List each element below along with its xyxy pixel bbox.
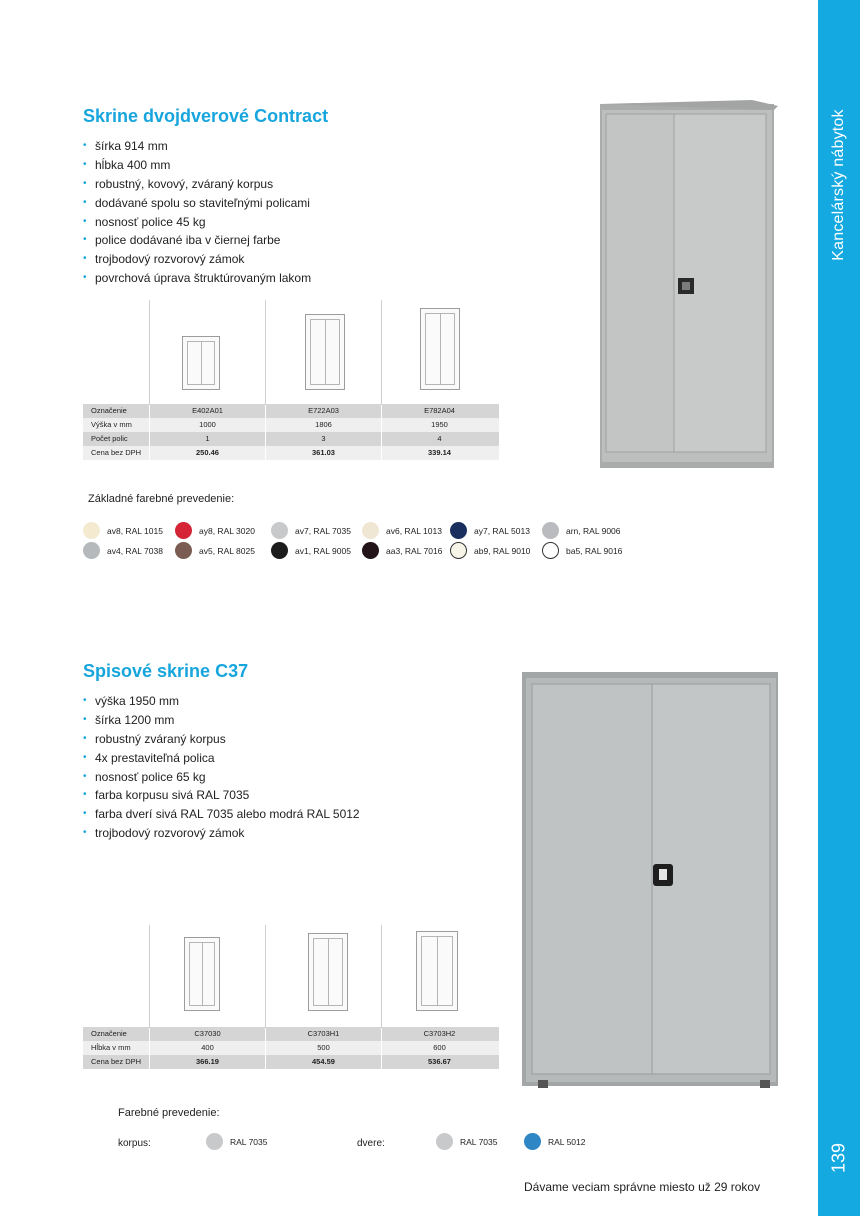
feature-item: • farba korpusu sivá RAL 7035 bbox=[83, 786, 360, 805]
color-swatch-label: av7, RAL 7035 bbox=[295, 525, 351, 536]
table-cell: 361.03 bbox=[265, 446, 381, 460]
color-swatch-label: aa3, RAL 7016 bbox=[386, 545, 443, 556]
korpus-swatch-label: RAL 7035 bbox=[230, 1136, 268, 1147]
color-swatch-label: av8, RAL 1015 bbox=[107, 525, 163, 536]
color-swatch bbox=[362, 522, 442, 539]
dvere-swatch-2 bbox=[524, 1133, 586, 1150]
feature-item: • robustný, kovový, zváraný korpus bbox=[83, 175, 311, 194]
table-row bbox=[83, 1041, 499, 1055]
color-swatch-label: av4, RAL 7038 bbox=[107, 545, 163, 556]
table-row-label: Výška v mm bbox=[91, 420, 132, 429]
product2-photo bbox=[520, 668, 782, 1090]
section-title-text: Kancelárský nábytok bbox=[830, 109, 847, 261]
color-swatch-label: av6, RAL 1013 bbox=[386, 525, 442, 536]
dvere-label: dvere: bbox=[357, 1138, 385, 1149]
product1-title: Skrine dvojdverové Contract bbox=[83, 106, 329, 126]
table-cell: 454.59 bbox=[265, 1055, 381, 1069]
color-swatch-dot bbox=[83, 522, 100, 539]
color-swatch bbox=[271, 522, 351, 539]
feature-item: • nosnosť police 45 kg bbox=[83, 213, 311, 232]
color-swatch-dot bbox=[175, 522, 192, 539]
table-row bbox=[83, 432, 499, 446]
color-swatch-dot bbox=[542, 542, 559, 559]
color-swatch-label: av5, RAL 8025 bbox=[199, 545, 255, 556]
table-row-label: Počet polic bbox=[91, 434, 128, 443]
feature-item: • robustný zváraný korpus bbox=[83, 730, 360, 749]
color-swatch bbox=[83, 522, 163, 539]
table-row-label: Cena bez DPH bbox=[91, 1057, 142, 1066]
section-title bbox=[818, 95, 860, 275]
color-swatch-label: ay8, RAL 3020 bbox=[199, 525, 255, 536]
feature-item: • povrchová úprava štruktúrovaným lakom bbox=[83, 269, 311, 288]
product1-variant-1-image bbox=[149, 300, 265, 405]
page-number bbox=[818, 1138, 860, 1178]
color-swatch bbox=[450, 542, 530, 559]
table-cell: 366.19 bbox=[149, 1055, 265, 1069]
product1-colors-label: Základné farebné prevedenie: bbox=[88, 493, 235, 505]
dvere-swatch-1 bbox=[436, 1133, 498, 1150]
korpus-swatch-dot bbox=[206, 1133, 223, 1150]
color-swatch bbox=[271, 542, 351, 559]
product2-variant-3-image bbox=[381, 925, 497, 1028]
feature-item: • nosnosť police 65 kg bbox=[83, 768, 360, 787]
feature-item: • trojbodový rozvorový zámok bbox=[83, 250, 311, 269]
product1-features bbox=[83, 137, 311, 288]
table-cell: 536.67 bbox=[381, 1055, 497, 1069]
color-swatch bbox=[362, 542, 442, 559]
product2-variant-1-image bbox=[149, 925, 265, 1028]
color-swatch-dot bbox=[362, 522, 379, 539]
table-cell: C3703H2 bbox=[381, 1027, 497, 1041]
table-cell: C3703H1 bbox=[265, 1027, 381, 1041]
table-row bbox=[83, 1055, 499, 1069]
product1-variant-3-image bbox=[381, 300, 497, 405]
page-number-text: 139 bbox=[828, 1142, 849, 1174]
color-swatch-label: av1, RAL 9005 bbox=[295, 545, 351, 556]
feature-item: • 4x prestaviteľná polica bbox=[83, 749, 360, 768]
color-swatch bbox=[175, 542, 255, 559]
color-swatch-dot bbox=[83, 542, 100, 559]
feature-item: • hĺbka 400 mm bbox=[83, 156, 311, 175]
table-row-label: Hĺbka v mm bbox=[91, 1043, 131, 1052]
feature-item: • trojbodový rozvorový zámok bbox=[83, 824, 360, 843]
color-swatch-dot bbox=[542, 522, 559, 539]
color-swatch bbox=[542, 522, 621, 539]
korpus-swatch bbox=[206, 1133, 268, 1150]
table-cell: 400 bbox=[149, 1041, 265, 1055]
table-cell: 1 bbox=[149, 432, 265, 446]
product1-table bbox=[83, 300, 499, 460]
table-cell: E402A01 bbox=[149, 404, 265, 418]
product2-variant-2-image bbox=[265, 925, 381, 1028]
color-swatch-dot bbox=[362, 542, 379, 559]
table-cell: 500 bbox=[265, 1041, 381, 1055]
table-row-label: Cena bez DPH bbox=[91, 448, 142, 457]
color-swatch-dot bbox=[450, 542, 467, 559]
feature-item: • dodávané spolu so staviteľnými policami bbox=[83, 194, 311, 213]
feature-item: • výška 1950 mm bbox=[83, 692, 360, 711]
table-cell: 4 bbox=[381, 432, 497, 446]
table-row bbox=[83, 446, 499, 460]
korpus-label: korpus: bbox=[118, 1138, 151, 1149]
table-cell: 250.46 bbox=[149, 446, 265, 460]
color-swatch-label: ab9, RAL 9010 bbox=[474, 545, 531, 556]
table-cell: E782A04 bbox=[381, 404, 497, 418]
feature-item: • police dodávané iba v čiernej farbe bbox=[83, 231, 311, 250]
table-cell: 600 bbox=[381, 1041, 497, 1055]
product2-title: Spisové skrine C37 bbox=[83, 661, 249, 681]
table-row bbox=[83, 418, 499, 432]
table-cell: 3 bbox=[265, 432, 381, 446]
color-swatch bbox=[450, 522, 530, 539]
color-swatch-dot bbox=[271, 522, 288, 539]
table-cell: 339.14 bbox=[381, 446, 497, 460]
color-swatch-label: ba5, RAL 9016 bbox=[566, 545, 623, 556]
table-cell: E722A03 bbox=[265, 404, 381, 418]
product1-variant-2-image bbox=[265, 300, 381, 405]
table-row bbox=[83, 404, 499, 418]
color-swatch-label: arn, RAL 9006 bbox=[566, 525, 621, 536]
feature-item: • farba dverí sivá RAL 7035 alebo modrá RAL 5012 bbox=[83, 805, 360, 824]
color-swatch bbox=[542, 542, 622, 559]
color-swatch bbox=[175, 522, 255, 539]
table-cell: 1806 bbox=[265, 418, 381, 432]
color-swatch-dot bbox=[175, 542, 192, 559]
product1-photo bbox=[598, 100, 780, 470]
color-swatch-dot bbox=[271, 542, 288, 559]
section-sidebar bbox=[818, 0, 860, 1216]
tagline: Dávame veciam správne miesto už 29 rokov bbox=[524, 1180, 761, 1194]
table-cell: C37030 bbox=[149, 1027, 265, 1041]
product2-colors-label: Farebné prevedenie: bbox=[118, 1107, 220, 1119]
color-swatch-dot bbox=[450, 522, 467, 539]
product2-features bbox=[83, 692, 360, 843]
feature-item: • šírka 1200 mm bbox=[83, 711, 360, 730]
dvere-swatch-1-dot bbox=[436, 1133, 453, 1150]
table-cell: 1950 bbox=[381, 418, 497, 432]
table-cell: 1000 bbox=[149, 418, 265, 432]
dvere-swatch-2-dot bbox=[524, 1133, 541, 1150]
table-row bbox=[83, 1027, 499, 1041]
dvere-swatch-2-label: RAL 5012 bbox=[548, 1136, 586, 1147]
color-swatch bbox=[83, 542, 163, 559]
dvere-swatch-1-label: RAL 7035 bbox=[460, 1136, 498, 1147]
color-swatch-label: ay7, RAL 5013 bbox=[474, 525, 530, 536]
feature-item: • šírka 914 mm bbox=[83, 137, 311, 156]
product2-table bbox=[83, 925, 499, 1069]
table-row-label: Označenie bbox=[91, 406, 127, 415]
table-row-label: Označenie bbox=[91, 1029, 127, 1038]
